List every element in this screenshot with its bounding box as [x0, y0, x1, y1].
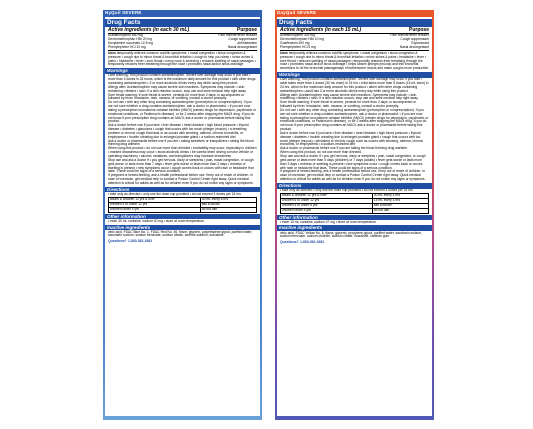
drug-facts-panel: [105, 17, 260, 416]
other-info-header: Other information: [277, 215, 432, 221]
table-row: [281, 208, 429, 213]
age-cell: adults & children 12 yrs & over: [109, 198, 201, 203]
ingredient: Doxylamine succinate 12.5 mg: [108, 40, 153, 45]
ingredient: Dextromethorphan HBr 20 mg: [108, 36, 152, 41]
pregnancy-warning: If pregnant or breast-feeding, ask a health professional before use. Keep out of reach of children. In case of overdose, get medical help or contact a Poison Control Center right away. Quick medical attention is critical for adults as well as for children even if you do not notice any signs or symptoms.: [280, 169, 426, 182]
other-info-header: Other information: [105, 214, 260, 220]
allergy-alert: Allergy alert: Acetaminophen may cause severe skin reactions. Symptoms may include: • skin reddening • blisters • rash. If a skin reaction occurs, stop use and seek medical help right away.: [108, 84, 247, 93]
purpose: Cough suppressant: [228, 36, 257, 41]
age-cell: children 4 to under 12 yrs: [109, 202, 201, 207]
dose-cell: do not use: [372, 208, 428, 213]
ingredient: Acetaminophen 650 mg: [108, 33, 143, 37]
product-tag: DayQuil SEVERE: [277, 10, 317, 15]
uses-text: temporarily relieves common cold/flu symptoms: • nasal congestion • sinus congestion & pressure • cough due to minor throat & bronchial irritation • minor aches & pains • headache • fever • sore throat • reduces swelling of nasal passages • temporarily restores freer breathing through the nose • promotes nasal and/or sinus drainage • helps loosen phlegm (mucus) and thin bronchial secretions to rid the bronchial passageways of bothersome mucus and make coughs more productive.: [280, 50, 429, 71]
purpose: Nasal decongestant: [227, 44, 257, 49]
dose-cell: do not use: [200, 207, 256, 212]
purpose: Expectorant: [411, 40, 429, 45]
dose-cell: 15 mL every 4 hrs: [372, 199, 428, 204]
active-heading: Active ingredients (in each 30 mL): [108, 27, 190, 33]
ingredient: Phenylephrine HCl 5 mg: [280, 44, 316, 49]
pregnancy-warning: If pregnant or breast-feeding, ask a health professional before use. Keep out of reach of children. In case of overdose, get medical help or contact a Poison Control Center right away. Quick medical attention is critical for adults as well as for children even if you do not notice any signs or symptoms.: [108, 173, 254, 185]
uses-title: Uses: [108, 50, 116, 55]
age-cell: children 4 to under 6 yrs: [281, 203, 373, 208]
uses-section: [280, 52, 429, 71]
drug-facts-panel: [277, 17, 432, 416]
phone-number: 1-800-362-1683: [127, 239, 153, 244]
active-row: [280, 46, 429, 50]
ingredient: Acetaminophen 325 mg: [280, 33, 315, 37]
ask-doctor: Ask a doctor before use if you have • liver disease • heart disease • high blood pressure • thyroid disease • diabetes • glaucoma • cough that occurs with too much phlegm (mucus) • a breathing problem or chronic cough that lasts or as occurs with smoking, asthma, chronic bronchitis, or emphysema • trouble urinating due to enlarged prostate gland • a sodium-restricted diet: [108, 123, 249, 139]
purpose-heading: Purpose: [408, 27, 429, 33]
active-row: [108, 46, 257, 50]
directions-text: • take only as directed • only use the dose cup provided • do not exceed 4 doses per 24 hrs: [108, 191, 241, 196]
stop-use: Stop use and ask a doctor if • you get nervous, dizzy or sleepless • pain, nasal congestion, or cough gets worse or lasts more than 7 days • fever gets worse or lasts more than 3 days • redness or swelling is present • new symptoms occur • cough comes back or occurs with rash or headache that lasts. These could be signs of a serious condition.: [108, 157, 254, 174]
purpose: Pain reliever/fever reducer: [390, 33, 429, 37]
questions-label: Questions?: [108, 239, 127, 244]
ask-pharmacist: Ask a doctor or pharmacist before use if you are • taking sedatives or tranquilizers • taking the blood thinning drug warfarin: [108, 138, 254, 147]
uses-text: temporarily relieves common cold/flu symptoms: • nasal congestion • sinus congestion & pressure • cough due to minor throat & bronchial irritation • cough to help you sleep • minor aches & pains • headache • fever • sore throat • runny nose & sneezing • reduces swelling of nasal passages • temporarily restores freer breathing through the nose • promotes nasal and/or sinus drainage: [108, 50, 256, 67]
age-cell: children under 4 yrs: [109, 207, 201, 212]
do-not-use: Do not use • with any other drug containing acetaminophen (prescription or nonprescription). If you are not sure whether a drug contains acetaminophen, ask a doctor or pharmacist. • if you are now taking a prescription monoamine oxidase inhibitor (MAOI) (certain drugs for depression, psychiatric or emotional conditions, or Parkinson's disease), or for 2 weeks after stopping the MAOI drug. If you do not know if your prescription drug contains an MAOI, ask a doctor or pharmacist before taking this product.: [280, 107, 429, 132]
drug-facts-header: Drug Facts: [277, 19, 432, 27]
dose-table: [108, 197, 257, 212]
purpose: Nasal decongestant: [399, 44, 429, 49]
dose-cell: ask a doctor: [372, 203, 428, 208]
directions-header: Directions: [105, 187, 260, 193]
warnings-header: Warnings: [277, 72, 432, 78]
ingredient: Guaifenesin 200 mg: [280, 40, 310, 45]
warnings-header: Warnings: [105, 68, 260, 74]
dose-cell: 30 mL every 4 hrs: [372, 194, 428, 199]
product-tag: NyQuil SEVERE: [105, 10, 142, 15]
liver-warning: Liver warning: This product contains acetaminophen. Severe liver damage may occur if you take • more than 4 doses in 24 hours, which is the maximum daily amount for this product • with other drugs containing acetaminophen • 3 or more alcoholic drinks every day while using this product: [108, 73, 256, 85]
dose-cell: ask a doctor: [200, 202, 256, 207]
other-info-text: • each 30 mL contains: sodium 40 mg • store at room temperature: [108, 218, 205, 223]
active-heading: Active ingredients (in each 15 mL): [280, 27, 362, 33]
purpose-heading: Purpose: [236, 27, 257, 33]
table-row: [109, 207, 257, 212]
inactive-header: Inactive ingredients: [105, 225, 260, 231]
allergy-alert: Allergy alert: Acetaminophen may cause severe skin reactions. Symptoms may include: • skin reddening • blisters • rash. If a skin reaction occurs, stop use and seek medical help right away.: [280, 92, 419, 101]
questions-line: [280, 239, 429, 245]
age-cell: children under 4 yrs: [281, 208, 373, 213]
questions-label: Questions?: [280, 240, 299, 245]
purpose: Cough suppressant: [400, 36, 429, 41]
directions-text: • take only as directed • only use the dose cup provided • do not exceed 4 doses per 24 hrs: [280, 188, 413, 192]
dayquil-label: [275, 10, 434, 420]
drug-facts-header: Drug Facts: [105, 19, 260, 27]
liver-warning: Liver warning: This product contains acetaminophen. Severe liver damage may occur if you take • adult takes more than 4 doses (30 mL each) in 24 hrs • child takes more than 5 doses (15 mL each) in 24 hrs, which is the maximum daily amount for this product • taken with other drugs containing acetaminophen • adult has 3 or more alcoholic drinks every day while using this product: [280, 77, 429, 93]
age-cell: children 6 to under 12 yrs: [281, 199, 373, 204]
purpose: Antihistamine: [237, 40, 257, 45]
inactive-text: citric acid, FD&C Blue No. 1, FD&C Red No. 40, flavor, glycerin, polyethylene glycol, purified water, saccharin sodium, sodium benzoate, sodium citrate, sorbitol solution, sucralose: [108, 229, 253, 238]
inactive-text: citric acid, FD&C Yellow No. 6, flavor, glycerin, propylene glycol, purified water, saccharin sodium, sodium benzoate, sodium chloride, sodium citrate, sucralose, xanthan gum: [280, 230, 423, 239]
stop-use: Stop use and ask a doctor if • you get nervous, dizzy or sleepless • pain, nasal congestion, or cough gets worse or lasts more than 5 days (children) or 7 days (adults) • fever gets worse or lasts more than 3 days • redness or swelling is present • new symptoms occur • cough comes back or occurs with rash or headache that lasts. These could be signs of a serious condition.: [280, 154, 426, 170]
ask-doctor: Ask a doctor before use if you have • liver disease • heart disease • high blood pressure • thyroid disease • diabetes • trouble urinating due to enlarged prostate gland • cough that occurs with too much phlegm (mucus) • persistent or chronic cough such as occurs with smoking, asthma, chronic bronchitis, or emphysema • a sodium-restricted diet: [280, 130, 424, 147]
inactive-header: Inactive ingredients: [277, 225, 432, 231]
other-info-text: • each 15 mL contains: sodium 47 mg • store at room temperature: [280, 219, 377, 224]
nyquil-label: [103, 10, 262, 420]
ask-pharmacist: Ask a doctor or pharmacist before use if you are taking the blood thinning drug warfarin.: [280, 146, 408, 151]
age-cell: adults & children 12 yrs & over: [281, 194, 373, 199]
dose-table: [280, 193, 429, 213]
uses-section: [108, 52, 257, 67]
directions-header: Directions: [277, 183, 432, 189]
phone-number: 1-800-362-1683: [299, 240, 325, 245]
do-not-use: Do not use • with any other drug containing acetaminophen (prescription or nonprescription). If you are not sure whether a drug contains acetaminophen, ask a doctor or pharmacist. • if you are now taking a prescription monoamine oxidase inhibitor (MAOI) (certain drugs for depression, psychiatric or emotional conditions, or Parkinson's disease), or for 2 weeks after stopping the MAOI drug. If you do not know if your prescription drug contains an MAOI, ask a doctor or pharmacist before taking this product.: [108, 100, 257, 124]
sore-throat-warning: Sore throat warning: If sore throat is severe, persists for more than 2 days, is accompanied or followed by fever, headache, rash, nausea, or vomiting, consult a doctor promptly.: [280, 100, 417, 109]
ingredient: Phenylephrine HCl 10 mg: [108, 44, 146, 49]
dose-cell: 30 mL every 6 hrs: [200, 198, 256, 203]
ingredient: Dextromethorphan HBr 10 mg: [280, 36, 324, 41]
uses-title: Uses: [280, 50, 288, 55]
when-using: When using this product • do not use more than directed • excitability may occur, especially in children • marked drowsiness may occur • avoid alcoholic drinks • be careful when driving a motor vehicle or operating machinery • alcohol, sedatives, and tranquilizers may increase drowsiness: [108, 146, 257, 158]
sore-throat-warning: Sore throat warning: If sore throat is severe, persists for more than 2 days, is accompanied or followed by fever, headache, rash, nausea, or vomiting, consult a doctor promptly.: [108, 92, 245, 101]
when-using: When using this product, do not use more than directed.: [280, 150, 362, 155]
purpose: Pain reliever/fever reducer: [218, 33, 257, 37]
questions-line: [108, 238, 257, 244]
